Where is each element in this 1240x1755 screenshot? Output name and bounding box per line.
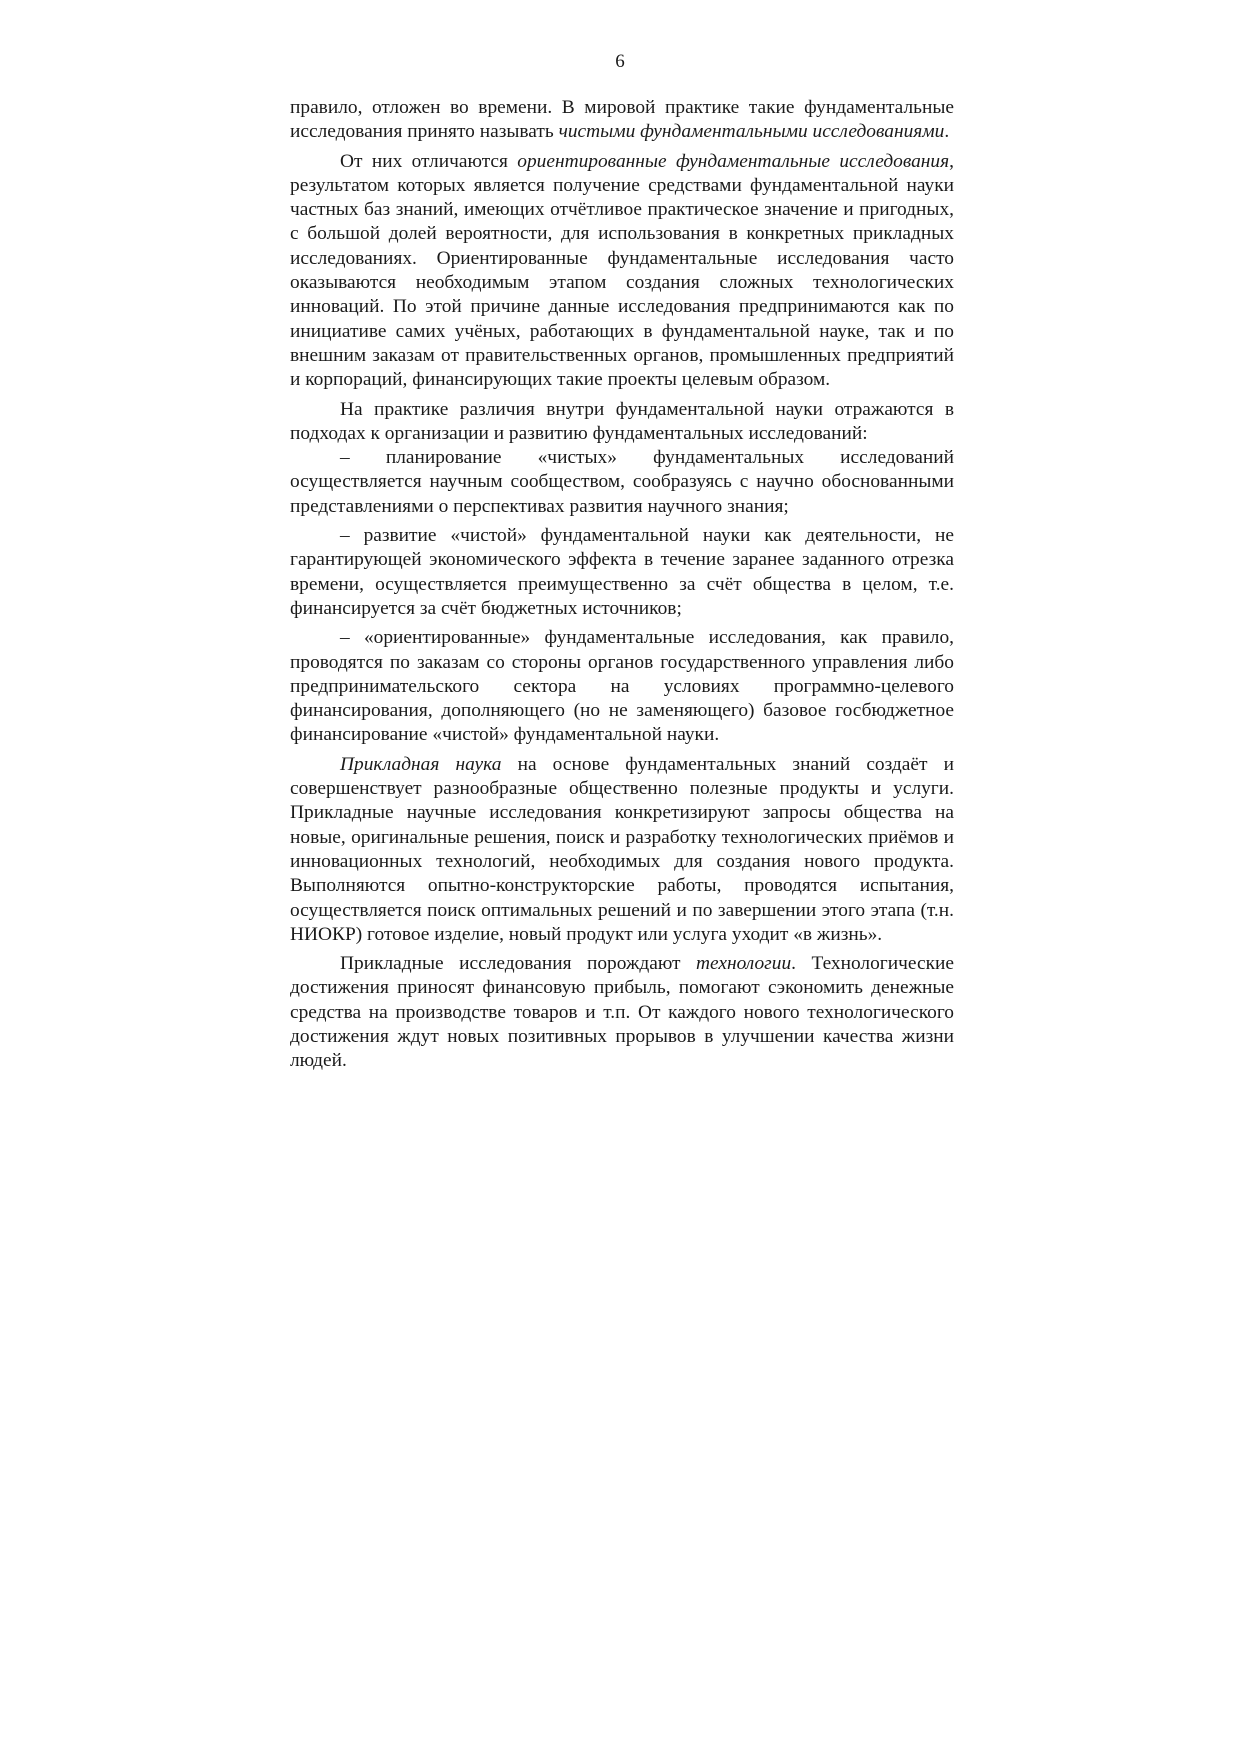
paragraph-text: . Технологические достижения приносят финансовую прибыль, помогают сэкономить денежные средства на производстве товаров и т.п. От каждого нового технологического достижения ждут новых позитивных прорывов в улучшении качества жизни людей.	[290, 953, 954, 1072]
list-item-oriented: – «ориентированные» фундаментальные исследования, как правило, проводятся по заказам со стороны органов государственного управления либо предпринимательского сектора на условиях программно-целевого финансирования, дополняющего (но не заменяющего) базовое госбюджетное финансирование «чистой» фундаментальной науки.	[290, 627, 954, 746]
body-text	[290, 96, 954, 1074]
list-item-planning: – планирование «чистых» фундаментальных исследований осуществляется научным сообществом, сообразуясь с научно обоснованными представлениями о перспективах развития научного знания;	[290, 447, 954, 517]
paragraph-applied-science	[290, 753, 954, 947]
italic-term: Прикладная наука	[340, 753, 502, 775]
paragraph-text: на основе фундаментальных знаний создаёт и совершенствует разнообразные общественно полезные продукты и услуги. Прикладные научные исследования конкретизируют запросы общества на новые, оригинальные решения, поиск и разработку технологических приёмов и инновационных технологий, необходимых для создания нового продукта. Выполняются опытно-конструкторские работы, проводятся испытания, осуществляется поиск оптимальных решений и по завершении этого этапа (т.н. НИОКР) готовое изделие, новый продукт или услуга уходит «в жизнь».	[290, 753, 954, 945]
page-number: 6	[615, 51, 625, 72]
paragraph-text: .	[944, 121, 950, 143]
paragraph-text: правило, отложен во времени. В мировой практике такие фундаментальные исследования принято называть	[290, 97, 954, 143]
paragraph-text: От них отличаются	[340, 150, 518, 172]
paragraph-oriented-research	[290, 150, 954, 393]
paragraph-text: Прикладные исследования порождают	[340, 953, 696, 975]
paragraph-continuation	[290, 96, 954, 145]
paragraph-technologies	[290, 952, 954, 1073]
italic-term: ориентированные фундаментальные исследования	[517, 150, 950, 172]
italic-term: технологии	[696, 953, 792, 975]
italic-term: чистыми фундаментальными исследованиями	[558, 121, 945, 143]
paragraph-text: , результатом которых является получение средствами фундаментальной науки частных баз знаний, имеющих отчётливое практическое значение и пригодных, с большой долей вероятности, для использования в конкретных прикладных исследованиях. Ориентированные фундаментальные исследования часто оказываются необходимым этапом создания сложных технологических инноваций. По этой причине данные исследования предпринимаются как по инициативе самих учёных, работающих в фундаментальной науке, так и по внешним заказам от правительственных органов, промышленных предприятий и корпораций, финансирующих такие проекты целевым образом.	[290, 150, 954, 391]
list-item-development: – развитие «чистой» фундаментальной науки как деятельности, не гарантирующей экономического эффекта в течение заранее заданного отрезка времени, осуществляется преимущественно за счёт общества в целом, т.е. финансируется за счёт бюджетных источников;	[290, 525, 954, 619]
paragraph-practice-differences: На практике различия внутри фундаментальной науки отражаются в подходах к организации и развитию фундаментальных исследований:	[290, 398, 954, 444]
